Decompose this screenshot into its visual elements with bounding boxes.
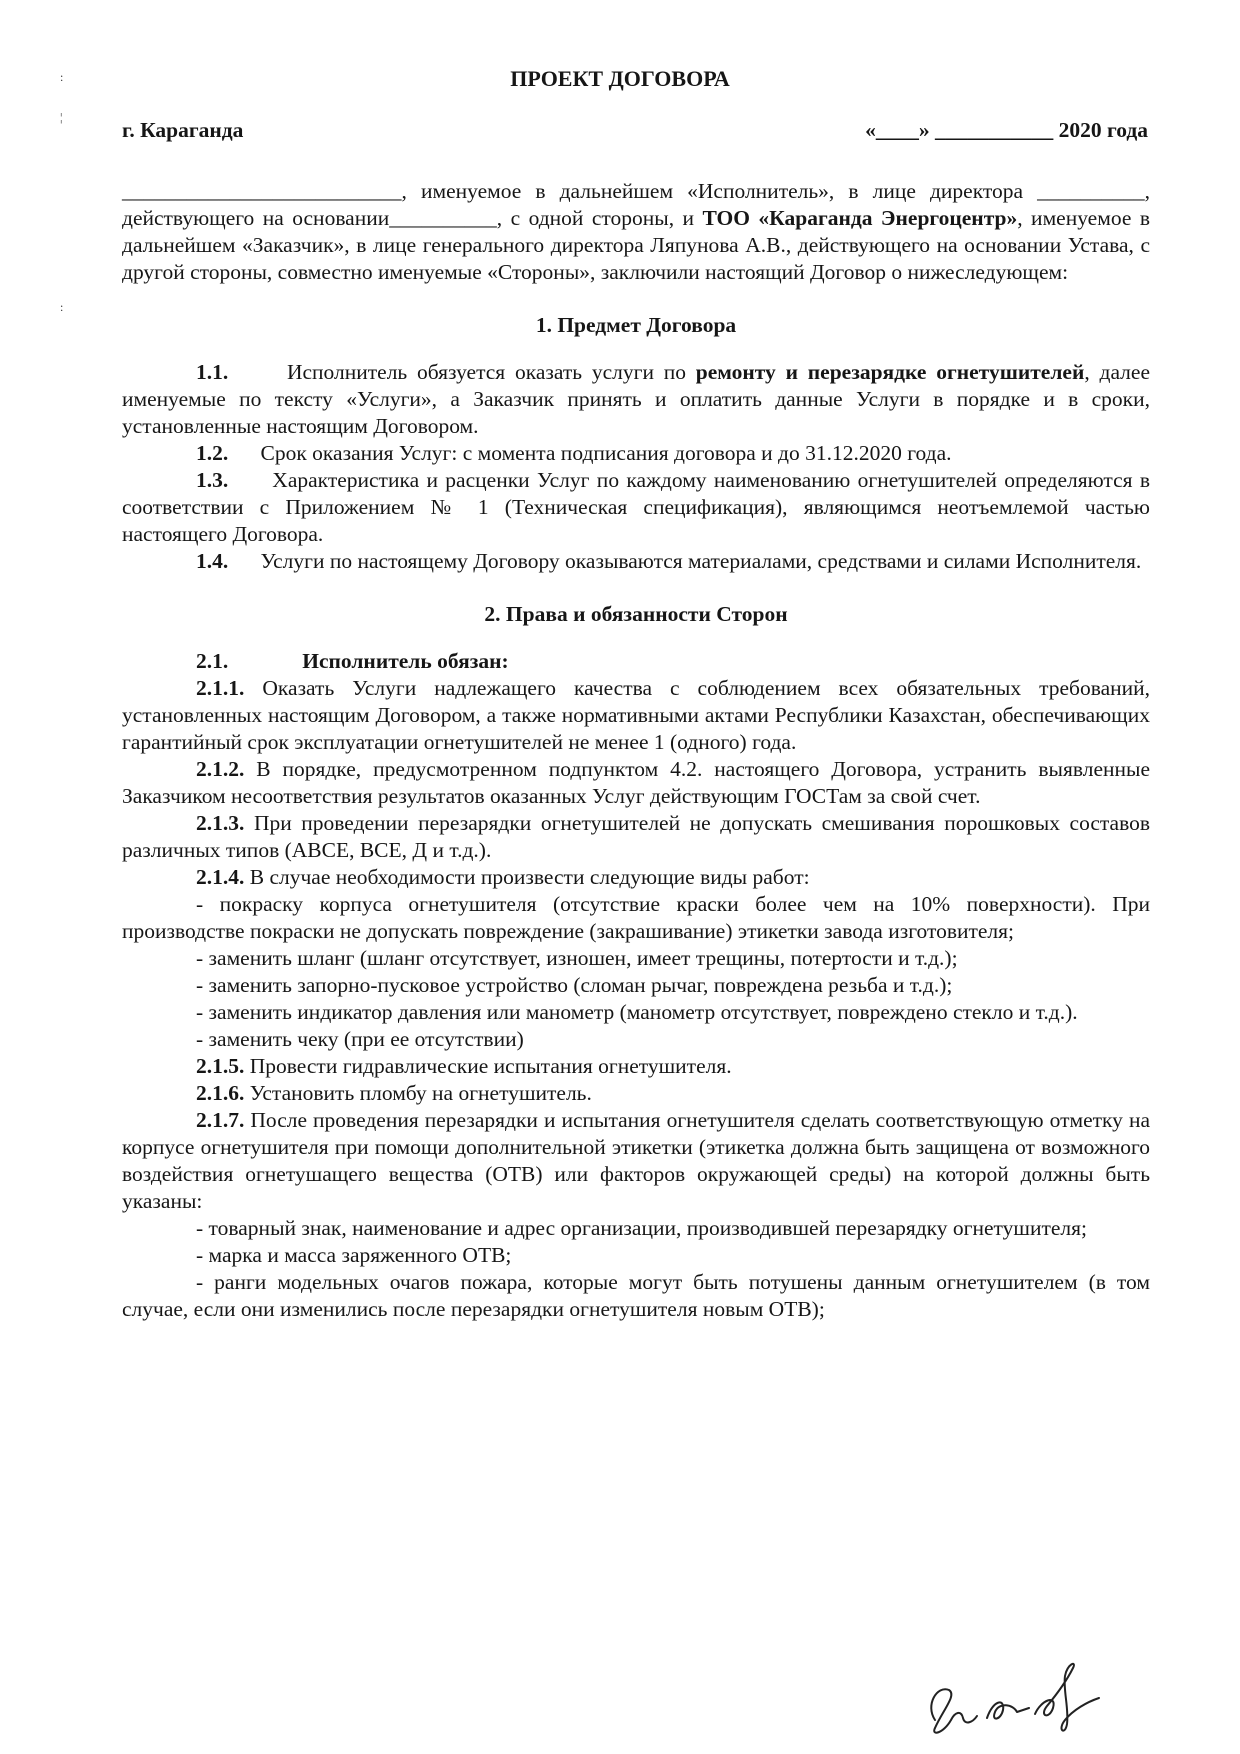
work-item: - покраску корпуса огнетушителя (отсутствие краски более чем на 10% поверхности). При производстве покраски не допускать повреждение (закрашивание) этикетки завода изготовителя; [122, 892, 1150, 943]
city-label: г. Караганда [122, 118, 244, 142]
clause-number: 2.1.7. [196, 1108, 245, 1132]
preamble-text-4: , именуемое в дальнейшем «Заказчик», в лице генерального директора Ляпунова А.В., действующего на основании Устава, с другой стороны, совместно именуемые «Стороны», заключили настоящий Договор о нижеследующем: [122, 206, 1150, 284]
subsection-2-1 [122, 648, 1150, 675]
clause-number: 1.3. [196, 468, 229, 492]
clause-1-1 [122, 359, 1150, 440]
label-item: - ранги модельных очагов пожара, которые могут быть потушены данным огнетушителем (в том случае, если они изменились после перезарядки огнетушителя новым ОТВ); [122, 1270, 1150, 1321]
clause-text: Срок оказания Услуг: с момента подписания договора и до 31.12.2020 года. [260, 441, 952, 465]
clause-text: Исполнитель обязуется оказать услуги по [286, 360, 696, 384]
scan-mark: ¦ [60, 110, 63, 124]
preamble-text-2: , действующего на основании [122, 179, 1150, 230]
clause-number: 2.1.4. [196, 865, 245, 889]
label-item: - товарный знак, наименование и адрес организации, производившей перезарядку огнетушителя; [196, 1216, 1087, 1240]
date-line: «____» ___________ 2020 года [865, 118, 1148, 142]
clause-text: Установить пломбу на огнетушитель. [249, 1081, 592, 1105]
clause-2-1-5 [122, 1053, 1150, 1080]
clause-1-4 [122, 548, 1150, 575]
clause-1-3 [122, 467, 1150, 548]
blank-director: __________ [1037, 179, 1145, 203]
preamble-text-1: , именуемое в дальнейшем «Исполнитель», в лице директора [401, 179, 1038, 203]
clause-2-1-2 [122, 756, 1150, 810]
clause-number: 2.1.1. [196, 676, 245, 700]
clause-text: В порядке, предусмотренном подпунктом 4.2. настоящего Договора, устранить выявленные Заказчиком несоответствия результатов оказанных Услуг действующим ГОСТам за свой счет. [122, 757, 1151, 808]
clause-text: При проведении перезарядки огнетушителей не допускать смешивания порошковых составов различных типов (ABCE, BCE, Д и т.д.). [122, 811, 1150, 862]
clause-number: 1.4. [196, 549, 229, 573]
work-item: - заменить шланг (шланг отсутствует, изношен, имеет трещины, потертости и т.д.); [196, 946, 958, 970]
clause-number: 1.1. [196, 360, 229, 384]
section-1-heading: 1. Предмет Договора [535, 313, 737, 337]
clause-2-1-6 [122, 1080, 1150, 1107]
clause-2-1-3 [122, 810, 1150, 864]
blank-executor-name: __________________________ [122, 179, 402, 203]
customer-company: ТОО «Караганда Энергоцентр» [702, 206, 1018, 230]
clause-number: 2.1. [196, 649, 229, 673]
signature-scribble [917, 1650, 1122, 1740]
label-item: - марка и масса заряженного ОТВ; [196, 1243, 512, 1267]
preamble-text-3: , с одной стороны, и [496, 206, 703, 230]
work-item: - заменить запорно-пусковое устройство (сломан рычаг, повреждена резьба и т.д.); [196, 973, 953, 997]
clause-text: Провести гидравлические испытания огнетушителя. [249, 1054, 732, 1078]
clause-number: 2.1.6. [196, 1081, 245, 1105]
clause-2-1-7 [122, 1107, 1150, 1215]
clause-number: 2.1.5. [196, 1054, 245, 1078]
clause-text: После проведения перезарядки и испытания огнетушителя сделать соответствующую отметку на корпусе огнетушителя при помощи дополнительной этикетки (этикетка должна быть защищена от возможного воздействия огнетушащего вещества (ОТВ) или факторов окружающей среды) на которой должны быть указаны: [122, 1108, 1150, 1213]
clause-text: Оказать Услуги надлежащего качества с соблюдением всех обязательных требований, установленных настоящим Договором, а также нормативными актами Республики Казахстан, обеспечивающих гарантийный срок эксплуатации огнетушителей не менее 1 (одного) года. [122, 676, 1151, 754]
clause-number: 1.2. [196, 441, 229, 465]
clause-number: 2.1.3. [196, 811, 245, 835]
scan-mark: : [60, 300, 64, 314]
clause-2-1-1 [122, 675, 1150, 756]
clause-text: Характеристика и расценки Услуг по каждому наименованию огнетушителей определяются в соответствии с Приложением № 1 (Техническая спецификация), являющимся неотъемлемой частью настоящего Договора. [122, 468, 1150, 546]
clause-2-1-4 [122, 864, 1150, 891]
clause-text: , далее именуемые по тексту «Услуги», а Заказчик принять и оплатить данные Услуги в порядке и в сроки, установленные настоящим Договором. [122, 360, 1150, 438]
clause-text: Услуги по настоящему Договору оказываются материалами, средствами и силами Исполнителя. [260, 549, 1142, 573]
work-item: - заменить чеку (при ее отсутствии) [196, 1027, 524, 1051]
subsection-heading: Исполнитель обязан: [302, 649, 509, 673]
clause-text: В случае необходимости произвести следующие виды работ: [249, 865, 810, 889]
document-title: ПРОЕКТ ДОГОВОРА [510, 66, 730, 91]
clause-number: 2.1.2. [196, 757, 245, 781]
contract-body [122, 178, 1150, 1323]
clause-bold-text: ремонту и перезарядке огнетушителей [695, 360, 1085, 384]
section-2-heading: 2. Права и обязанности Сторон [484, 602, 788, 626]
scan-mark: : [60, 70, 64, 84]
clause-1-2 [122, 440, 1150, 467]
preamble-paragraph [122, 178, 1150, 286]
work-item: - заменить индикатор давления или манометр (манометр отсутствует, повреждено стекло и т.д.). [196, 1000, 1078, 1024]
blank-basis: __________ [389, 206, 497, 230]
